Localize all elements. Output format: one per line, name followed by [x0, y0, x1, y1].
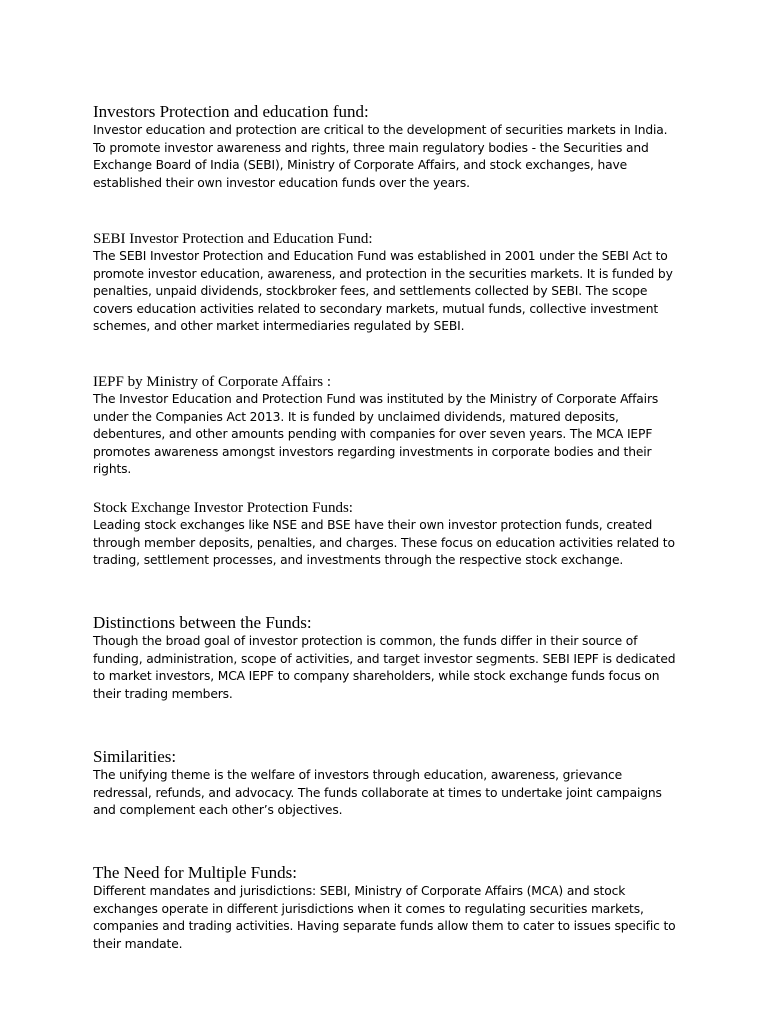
section-iepf-mca — [93, 373, 683, 479]
section-paragraph: The SEBI Investor Protection and Education Fund was established in 2001 under the SEBI Act to promote investor education, awareness, and protection in the securities markets. It is funded by penalties, unpaid dividends, stockbroker fees, and settlements collected by SEBI. The scope covers education activities related to secondary markets, mutual funds, collective investment schemes, and other market intermediaries regulated by SEBI. — [93, 249, 673, 334]
section-sebi-fund — [93, 230, 683, 336]
section-paragraph: The unifying theme is the welfare of investors through education, awareness, grievance redressal, refunds, and advocacy. The funds collaborate at times to undertake joint campaigns and complement each other’s objectives. — [93, 768, 662, 818]
section-heading: SEBI Investor Protection and Education Fund: — [93, 231, 373, 247]
section-investors-protection-fund — [93, 102, 683, 192]
section-paragraph: The Investor Education and Protection Fund was instituted by the Ministry of Corporate Affairs under the Companies Act 2013. It is funded by unclaimed dividends, matured deposits, debentures, and other amounts pending with companies for over seven years. The MCA IEPF promotes awareness amongst investors regarding investments in corporate bodies and their rights. — [93, 392, 659, 477]
section-heading: Distinctions between the Funds: — [93, 613, 312, 632]
section-similarities — [93, 747, 683, 820]
section-heading: Similarities: — [93, 747, 177, 766]
section-stock-exchange-funds — [93, 499, 683, 570]
section-heading: IEPF by Ministry of Corporate Affairs : — [93, 374, 332, 390]
section-distinctions — [93, 613, 683, 703]
section-paragraph: Though the broad goal of investor protection is common, the funds differ in their source of funding, administration, scope of activities, and target investor segments. SEBI IEPF is dedicated to market investors, MCA IEPF to company shareholders, while stock exchange funds focus on their trading members. — [93, 634, 676, 701]
section-heading: Investors Protection and education fund: — [93, 102, 369, 121]
section-paragraph: Different mandates and jurisdictions: SEBI, Ministry of Corporate Affairs (MCA) and stock exchanges operate in different jurisdictions when it comes to regulating securities markets, companies and trading activities. Having separate funds allow them to cater to issues specific to their mandate. — [93, 884, 676, 951]
section-paragraph: Investor education and protection are critical to the development of securities markets in India. To promote investor awareness and rights, three main regulatory bodies - the Securities and Exchange Board of India (SEBI), Ministry of Corporate Affairs, and stock exchanges, have established their own investor education funds over the years. — [93, 123, 668, 190]
section-paragraph: Leading stock exchanges like NSE and BSE have their own investor protection funds, created through member deposits, penalties, and charges. These focus on education activities related to trading, settlement processes, and investments through the respective stock exchange. — [93, 518, 675, 568]
section-heading: The Need for Multiple Funds: — [93, 863, 297, 882]
section-need-for-multiple-funds — [93, 863, 683, 953]
section-heading: Stock Exchange Investor Protection Funds: — [93, 500, 353, 516]
